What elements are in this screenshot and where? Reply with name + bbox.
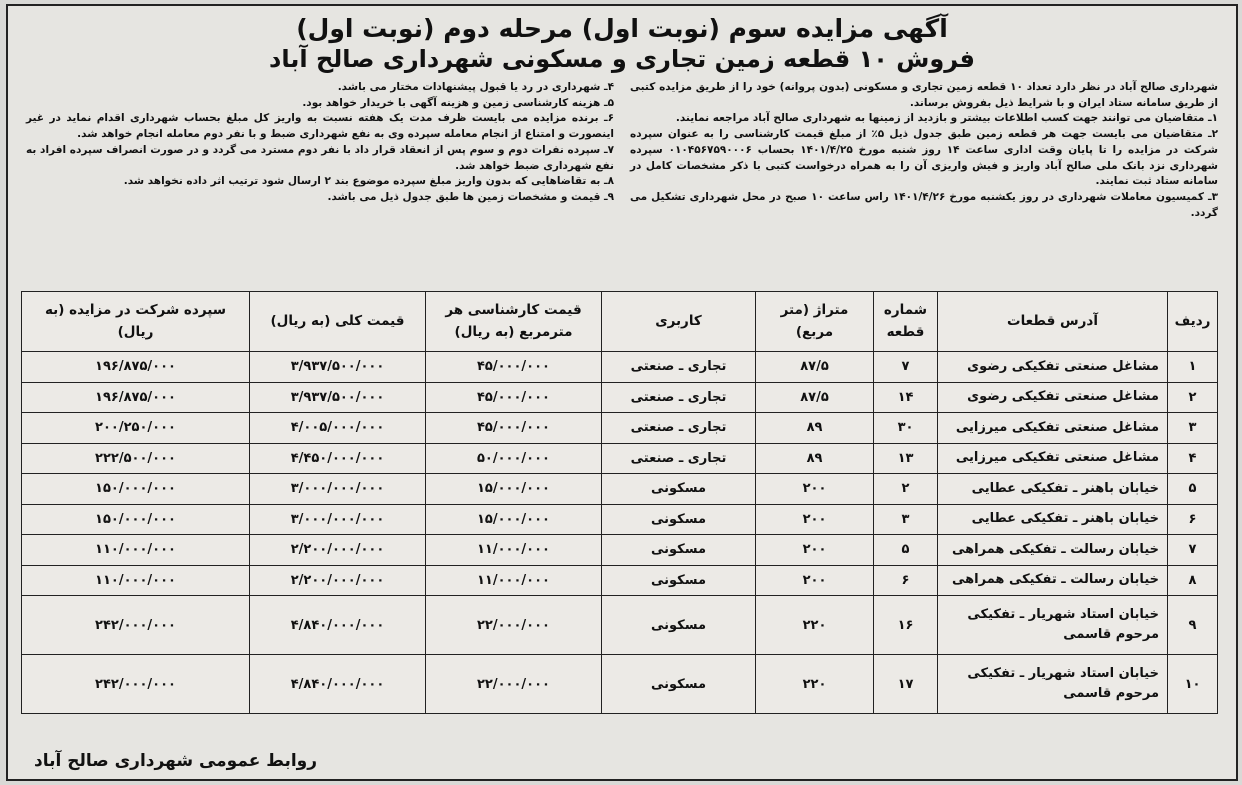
cell-unit-price: ۵۰/۰۰۰/۰۰۰ [426,443,602,474]
cell-unit-price: ۱۱/۰۰۰/۰۰۰ [426,565,602,596]
cell-deposit: ۱۵۰/۰۰۰/۰۰۰ [22,474,250,505]
cell-plot-number: ۶ [874,565,938,596]
cell-row-number: ۳ [1168,413,1218,444]
cell-address: خیابان باهنر ـ تفکیکی عطایی [938,504,1168,535]
cell-unit-price: ۱۵/۰۰۰/۰۰۰ [426,474,602,505]
table-row [22,474,1218,505]
cell-usage: تجاری ـ صنعتی [602,443,756,474]
cell-address: خیابان باهنر ـ تفکیکی عطایی [938,474,1168,505]
cell-area: ۲۰۰ [756,474,874,505]
table-row [22,443,1218,474]
table-row [22,535,1218,566]
term-8: ۸ـ به تقاضاهایی که بدون واریز مبلغ سپرده موضوع بند ۲ ارسال شود ترتیب اثر داده نخواهد شد. [123,175,614,188]
cell-total-price: ۲/۲۰۰/۰۰۰/۰۰۰ [250,535,426,566]
cell-total-price: ۳/۰۰۰/۰۰۰/۰۰۰ [250,474,426,505]
cell-usage: مسکونی [602,655,756,714]
term-3: ۳ـ کمیسیون معاملات شهرداری در روز یکشنبه مورخ ۱۴۰۱/۴/۲۶ راس ساعت ۱۰ صبح در محل شهرداری تشکیل می گردد. [630,191,1218,219]
cell-unit-price: ۴۵/۰۰۰/۰۰۰ [426,352,602,383]
cell-address: مشاغل صنعتی تفکیکی میرزایی [938,443,1168,474]
table-row [22,352,1218,383]
header-address: آدرس قطعات [938,292,1168,352]
cell-deposit: ۱۱۰/۰۰۰/۰۰۰ [22,535,250,566]
cell-plot-number: ۱۴ [874,382,938,413]
terms-column-right [630,80,1218,222]
plots-table [21,291,1218,714]
cell-address: مشاغل صنعتی تفکیکی رضوی [938,352,1168,383]
cell-area: ۲۰۰ [756,565,874,596]
cell-area: ۲۲۰ [756,596,874,655]
cell-usage: تجاری ـ صنعتی [602,352,756,383]
notice-body [8,80,1236,222]
header-unit-price: قیمت کارشناسی هر مترمربع (به ریال) [426,292,602,352]
header-row-number: ردیف [1168,292,1218,352]
cell-deposit: ۲۴۲/۰۰۰/۰۰۰ [22,655,250,714]
cell-usage: مسکونی [602,565,756,596]
cell-area: ۸۹ [756,443,874,474]
term-2: ۲ـ متقاضیان می بایست جهت هر قطعه زمین طبق جدول ذیل ۵٪ از مبلغ قیمت کارشناسی را به عنوان سپرده شرکت در مزایده را تا پایان وقت اداری ساعت ۱۴ روز شنبه مورخ ۱۴۰۱/۴/۲۵ بحساب ۰۱۰۴۵۶۷۵۹۰۰۰۶ سپرده شهرداری نزد بانک ملی صالح آباد واریز و فیش واریزی آن را به همراه درخواست کتبی با ذکر مشخصات کامل در سامانه ستاد ثبت نمایند. [630,128,1219,188]
cell-address: مشاغل صنعتی تفکیکی رضوی [938,382,1168,413]
cell-total-price: ۳/۹۳۷/۵۰۰/۰۰۰ [250,382,426,413]
cell-deposit: ۲۴۲/۰۰۰/۰۰۰ [22,596,250,655]
term-5: ۵ـ هزینه کارشناسی زمین و هزینه آگهی با خریدار خواهد بود. [302,96,614,109]
intro-paragraph: شهرداری صالح آباد در نظر دارد تعداد ۱۰ قطعه زمین تجاری و مسکونی (بدون پروانه) خود را از طریق مزایده کتبی از طریق سامانه ستاد ایران و با شرایط ذیل بفروش برساند. [630,80,1219,109]
header-total-price: قیمت کلی (به ریال) [250,292,426,352]
notice-title: آگهی مزایده سوم (نوبت اول) مرحله دوم (نوبت اول) [296,14,948,43]
header-area: متراژ (متر مربع) [756,292,874,352]
cell-row-number: ۲ [1168,382,1218,413]
cell-usage: مسکونی [602,535,756,566]
table-row [22,565,1218,596]
cell-area: ۲۲۰ [756,655,874,714]
cell-row-number: ۷ [1168,535,1218,566]
cell-row-number: ۶ [1168,504,1218,535]
cell-plot-number: ۷ [874,352,938,383]
cell-deposit: ۱۵۰/۰۰۰/۰۰۰ [22,504,250,535]
cell-row-number: ۱۰ [1168,655,1218,714]
term-4: ۴ـ شهرداری در رد یا قبول پیشنهادات مختار می باشد. [337,80,614,93]
cell-total-price: ۴/۴۵۰/۰۰۰/۰۰۰ [250,443,426,474]
cell-plot-number: ۳ [874,504,938,535]
cell-area: ۸۷/۵ [756,382,874,413]
cell-address: خیابان استاد شهریار ـ تفکیکی مرحوم قاسمی [938,596,1168,655]
table-row [22,504,1218,535]
cell-usage: تجاری ـ صنعتی [602,413,756,444]
cell-address: خیابان استاد شهریار ـ تفکیکی مرحوم قاسمی [938,655,1168,714]
cell-total-price: ۳/۰۰۰/۰۰۰/۰۰۰ [250,504,426,535]
cell-deposit: ۱۱۰/۰۰۰/۰۰۰ [22,565,250,596]
cell-area: ۸۷/۵ [756,352,874,383]
cell-unit-price: ۱۱/۰۰۰/۰۰۰ [426,535,602,566]
cell-usage: مسکونی [602,504,756,535]
cell-unit-price: ۲۲/۰۰۰/۰۰۰ [426,596,602,655]
cell-deposit: ۱۹۶/۸۷۵/۰۰۰ [22,382,250,413]
cell-address: مشاغل صنعتی تفکیکی میرزایی [938,413,1168,444]
cell-total-price: ۴/۸۴۰/۰۰۰/۰۰۰ [250,655,426,714]
cell-unit-price: ۱۵/۰۰۰/۰۰۰ [426,504,602,535]
cell-row-number: ۵ [1168,474,1218,505]
cell-unit-price: ۴۵/۰۰۰/۰۰۰ [426,413,602,444]
cell-usage: مسکونی [602,596,756,655]
header-deposit: سپرده شرکت در مزایده (به ریال) [22,292,250,352]
cell-unit-price: ۴۵/۰۰۰/۰۰۰ [426,382,602,413]
cell-address: خیابان رسالت ـ تفکیکی همراهی [938,535,1168,566]
cell-total-price: ۳/۹۳۷/۵۰۰/۰۰۰ [250,352,426,383]
notice-subtitle: فروش ۱۰ قطعه زمین تجاری و مسکونی شهرداری صالح آباد [269,44,975,73]
table-row [22,382,1218,413]
cell-deposit: ۲۰۰/۲۵۰/۰۰۰ [22,413,250,444]
term-6: ۶ـ برنده مزایده می بایست ظرف مدت یک هفته نسبت به واریز کل مبلغ بحساب شهرداری اقدام نماید در غیر اینصورت و امتناع از انجام معامله سپرده وی به نفع شهرداری ضبط و با نفر دوم معامله انجام خواهد شد. [26,112,614,141]
cell-plot-number: ۱۳ [874,443,938,474]
header-usage: کاربری [602,292,756,352]
term-7: ۷ـ سپرده نفرات دوم و سوم پس از انعقاد قرار داد با نفر دوم مسترد می گردد و در صورت انصراف سپرده افراد به نفع شهرداری ضبط خواهد شد. [26,143,614,172]
cell-plot-number: ۲ [874,474,938,505]
cell-total-price: ۲/۲۰۰/۰۰۰/۰۰۰ [250,565,426,596]
table-row [22,413,1218,444]
table-row [22,596,1218,655]
cell-deposit: ۱۹۶/۸۷۵/۰۰۰ [22,352,250,383]
term-9: ۹ـ قیمت و مشخصات زمین ها طبق جدول ذیل می باشد. [327,191,614,204]
cell-address: خیابان رسالت ـ تفکیکی همراهی [938,565,1168,596]
cell-total-price: ۴/۸۴۰/۰۰۰/۰۰۰ [250,596,426,655]
cell-row-number: ۹ [1168,596,1218,655]
cell-total-price: ۴/۰۰۵/۰۰۰/۰۰۰ [250,413,426,444]
table-header-row [22,292,1218,352]
cell-row-number: ۴ [1168,443,1218,474]
term-1: ۱ـ متقاضیان می توانند جهت کسب اطلاعات بیشتر و بازدید از زمینها به شهرداری صالح آباد مراجعه نمایند. [675,112,1218,125]
auction-notice [6,4,1238,781]
table-row [22,655,1218,714]
cell-row-number: ۸ [1168,565,1218,596]
cell-area: ۲۰۰ [756,504,874,535]
footer-signature: روابط عمومی شهرداری صالح آباد [34,751,318,771]
terms-column-left [26,80,614,222]
cell-usage: تجاری ـ صنعتی [602,382,756,413]
cell-plot-number: ۳۰ [874,413,938,444]
cell-plot-number: ۱۶ [874,596,938,655]
header-plot-number: شماره قطعه [874,292,938,352]
cell-plot-number: ۵ [874,535,938,566]
cell-area: ۸۹ [756,413,874,444]
cell-area: ۲۰۰ [756,535,874,566]
cell-deposit: ۲۲۲/۵۰۰/۰۰۰ [22,443,250,474]
cell-usage: مسکونی [602,474,756,505]
cell-unit-price: ۲۲/۰۰۰/۰۰۰ [426,655,602,714]
cell-plot-number: ۱۷ [874,655,938,714]
cell-row-number: ۱ [1168,352,1218,383]
